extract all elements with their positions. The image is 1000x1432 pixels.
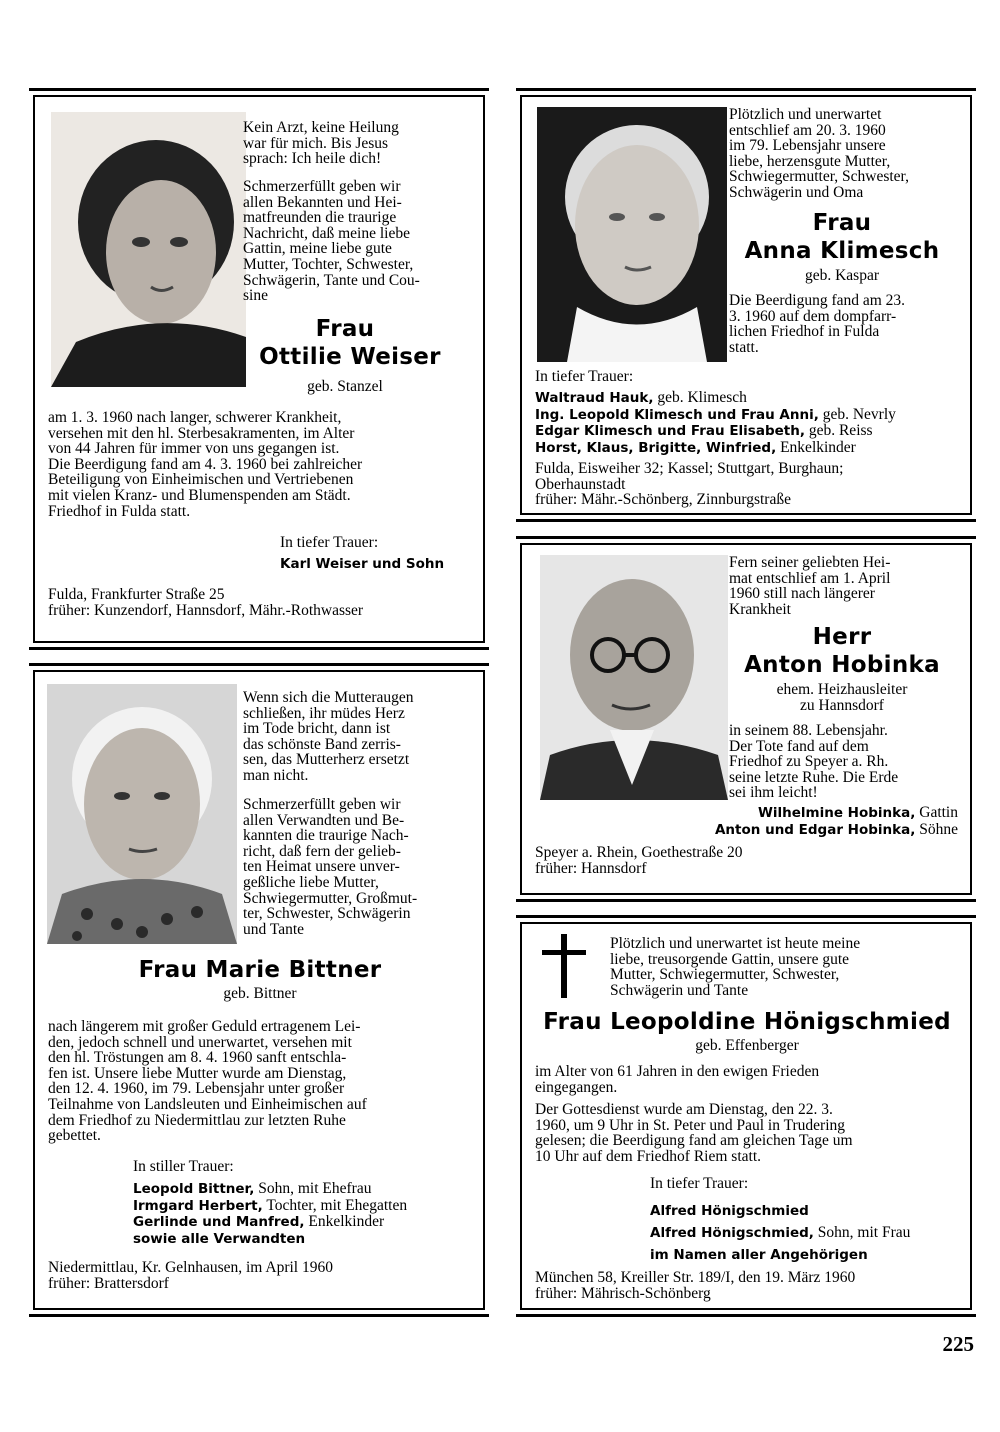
name-hobinka: Anton Hobinka (744, 652, 940, 678)
role-hobinka: ehem. Heizhausleiter zu Hannsdorf (776, 681, 908, 714)
notice-hobinka (520, 543, 972, 895)
portrait-hobinka (540, 555, 728, 800)
mourning-label-bittner: In stiller Trauer: (133, 1158, 234, 1175)
intro-hobinka: Fern seiner geliebten Hei- mat entschlief am 1. April 1960 still nach längerer Krankheit (729, 554, 891, 618)
burial-klimesch: Die Beerdigung fand am 23. 3. 1960 auf dem dompfarr- lichen Friedhof in Fulda statt. (729, 292, 906, 356)
mourners-hobinka: Wilhelmine Hobinka, Gattin Anton und Edgar Hobinka, Söhne (714, 804, 958, 838)
title-weiser: Frau (315, 316, 375, 342)
body-bittner: nach längerem mit großer Geduld ertragenem Lei- den, jedoch schnell und unerwartet, versehen mit den hl. Tröstungen am 8. 4. 1960 sanft entschla- fen ist. Unsere liebe Mutter wurde am Dienstag, den 12. 4. 1960, im 79. Lebensjahr unter großer Teilnahme von Landsleuten und Einheimischen auf dem Friedhof zu Niedermittlau zur letzten Ruhe gebettet. (48, 1018, 367, 1145)
portrait-weiser (51, 112, 246, 387)
cross-icon (542, 934, 586, 998)
address-klimesch: Fulda, Eisweiher 32; Kassel; Stuttgart, Burghaun; Oberhaunstadt früher: Mähr.-Schönberg, Zinnburgstraße (535, 460, 844, 509)
name-weiser: Ottilie Weiser (259, 344, 441, 370)
mourners-bittner: Leopold Bittner, Sohn, mit Ehefrau Irmgard Herbert, Tochter, mit Ehegatten Gerlinde und Manfred, Enkelkinder sowie alle Verwandten (133, 1180, 408, 1247)
mourners-klimesch: Waltraud Hauk, geb. Klimesch Ing. Leopold Klimesch und Frau Anni, geb. Nevrly Edgar Klimesch und Frau Elisabeth, geb. Reiss Horst, Klaus, Brigitte, Winfried, Enkelkinder (535, 389, 896, 456)
mourning-label-klimesch: In tiefer Trauer: (535, 368, 634, 385)
title-klimesch: Frau (812, 210, 872, 236)
intro-hoenigschmied: Plötzlich und unerwartet ist heute meine liebe, treusorgende Gattin, unsere gute Mutter, Schwiegermutter, Schwester, Schwägerin und Tante (610, 935, 861, 999)
notice-bittner (33, 670, 485, 1310)
intro-bittner: Schmerzerfüllt geben wir allen Verwandten und Be- kannten die traurige Nach- richt, daß fern der gelieb- ten Heimat unsere unver- geßliche liebe Mutter, Schwiegermutter, Großmut- ter, Schwester, Schwägerin und Tante (243, 796, 418, 938)
body-hoenigschmied: im Alter von 61 Jahren in den ewigen Frieden eingegangen. (535, 1063, 820, 1096)
notice-hoenigschmied (520, 922, 972, 1310)
born-hoenigschmied: geb. Effenberger (695, 1037, 799, 1054)
address-hoenigschmied: München 58, Kreiller Str. 189/I, den 19. März 1960 früher: Mährisch-Schönberg (535, 1269, 856, 1302)
name-klimesch: Anna Klimesch (744, 238, 940, 264)
notice-klimesch (520, 95, 972, 515)
body-hobinka: in seinem 88. Lebensjahr. Der Tote fand auf dem Friedhof zu Speyer a. Rh. seine letzte Ruhe. Die Erde sei ihm leicht! (729, 722, 899, 802)
born-bittner: geb. Bittner (223, 985, 297, 1002)
portrait-bittner (47, 684, 237, 944)
mourning-label-hoenigschmied: In tiefer Trauer: (650, 1175, 749, 1192)
portrait-klimesch (537, 107, 727, 362)
mourning-label-weiser: In tiefer Trauer: (280, 534, 379, 551)
mourners-hoenigschmied: Alfred Hönigschmied Alfred Hönigschmied, Sohn, mit Frau im Namen aller Angehörigen (650, 1203, 911, 1263)
born-weiser: geb. Stanzel (307, 378, 383, 395)
name-hoenigschmied: Frau Leopoldine Hönigschmied (543, 1009, 951, 1035)
verse-weiser: Kein Arzt, keine Heilung war für mich. Bis Jesus sprach: Ich heile dich! (243, 119, 399, 168)
address-hobinka: Speyer a. Rhein, Goethestraße 20 früher: Hannsdorf (535, 844, 743, 877)
service-hoenigschmied: Der Gottesdienst wurde am Dienstag, den 22. 3. 1960, um 9 Uhr in St. Peter und Paul in Trudering gelesen; die Beerdigung fand am gleichen Tage um 10 Uhr auf dem Friedhof Riem statt. (535, 1101, 853, 1165)
address-weiser: Fulda, Frankfurter Straße 25 früher: Kunzendorf, Hannsdorf, Mähr.-Rothwasser (48, 586, 364, 619)
address-bittner: Niedermittlau, Kr. Gelnhausen, im April 1960 früher: Brattersdorf (48, 1259, 333, 1292)
intro-klimesch: Plötzlich und unerwartet entschlief am 20. 3. 1960 im 79. Lebensjahr unsere liebe, herzensgute Mutter, Schwiegermutter, Schwester, Schwägerin und Oma (729, 106, 909, 201)
title-hobinka: Herr (812, 624, 872, 650)
intro-weiser: Schmerzerfüllt geben wir allen Bekannten und Hei- matfreunden die traurige Nachricht, daß meine liebe Gattin, meine liebe gute Mutter, Tochter, Schwester, Schwägerin, Tante und Cou- sine (243, 178, 420, 305)
page-number: 225 (942, 1332, 974, 1356)
verse-bittner: Wenn sich die Mutteraugen schließen, ihr müdes Herz im Tode bricht, dann ist das schönste Band zerris- sen, das Mutterherz ersetzt man nicht. (243, 689, 414, 784)
born-klimesch: geb. Kaspar (804, 267, 880, 284)
mourners-weiser: Karl Weiser und Sohn (280, 556, 445, 572)
body-weiser: am 1. 3. 1960 nach langer, schwerer Krankheit, versehen mit den hl. Sterbesakramenten, im Alter von 44 Jahren für immer von uns gegangen ist. Die Beerdigung fand am 4. 3. 1960 bei zahlreicher Beteiligung von Einheimischen und Vertriebenen mit vielen Kranz- und Blumenspenden am Städt. Friedhof in Fulda statt. (48, 409, 363, 520)
name-bittner: Frau Marie Bittner (138, 957, 382, 983)
notice-weiser (33, 95, 485, 643)
